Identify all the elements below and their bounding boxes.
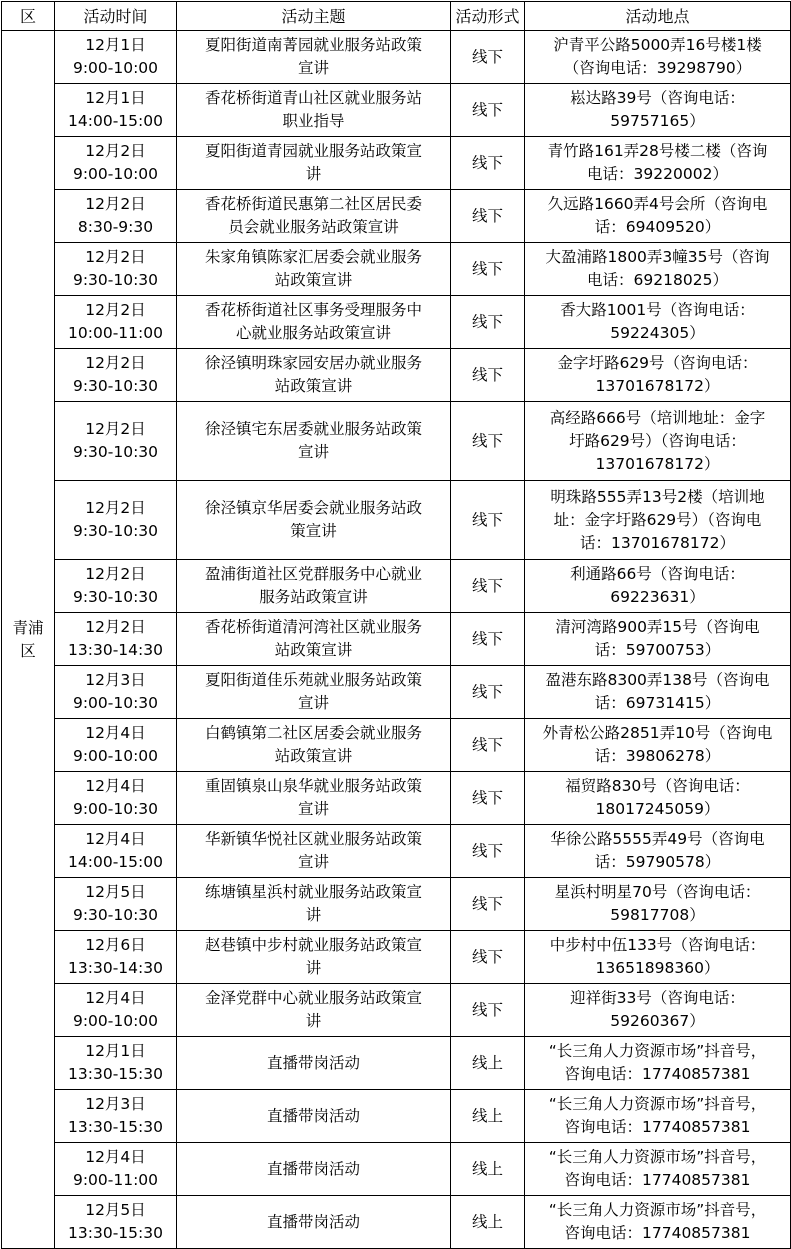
header-district: 区 — [2, 2, 55, 31]
activity-location-cell-line: 清河湾路900弄15号（咨询电 — [555, 618, 760, 636]
activity-topic-cell — [177, 931, 451, 984]
activity-topic-cell-line: 讲 — [305, 959, 322, 977]
activity-time-range: 9:00-10:30 — [72, 800, 159, 818]
activity-location-cell-line: 大盈浦路1800弄3幢35号（咨询 — [545, 248, 770, 266]
activity-location-cell — [525, 984, 791, 1037]
table-row — [2, 931, 791, 984]
activity-location-cell — [525, 243, 791, 296]
activity-location-cell — [525, 1196, 791, 1249]
activity-topic-cell-line: 香花桥街道青山社区就业服务站 — [204, 89, 422, 107]
activity-mode-cell: 线下 — [451, 719, 525, 772]
activity-location-cell — [525, 31, 791, 84]
activity-location-cell — [525, 1090, 791, 1143]
activity-topic-cell-line: 朱家角镇陈家汇居委会就业服务 — [204, 248, 422, 266]
activity-location-cell-line: “长三角人力资源市场”抖音号， — [548, 1042, 767, 1060]
activity-topic-cell-line: 站政策宣讲 — [274, 641, 353, 659]
activity-date: 12月2日 — [85, 248, 146, 266]
activity-mode-cell: 线下 — [451, 137, 525, 190]
activity-time-cell — [55, 772, 177, 825]
activity-time-cell — [55, 1196, 177, 1249]
activity-time-cell — [55, 31, 177, 84]
table-row — [2, 137, 791, 190]
activity-location-cell — [525, 772, 791, 825]
activity-date: 12月2日 — [85, 565, 146, 583]
activity-mode-cell: 线下 — [451, 984, 525, 1037]
table-row — [2, 878, 791, 931]
activity-date: 12月4日 — [85, 830, 146, 848]
activity-time-range: 13:30-15:30 — [68, 1065, 163, 1083]
activity-topic-cell-line: 香花桥街道社区事务受理服务中 — [204, 301, 422, 319]
activity-location-cell-line: 59817708） — [610, 906, 705, 924]
activity-time-cell — [55, 481, 177, 560]
activity-time-cell — [55, 719, 177, 772]
activity-mode-cell: 线上 — [451, 1037, 525, 1090]
activity-location-cell-line: 福贸路830号（咨询电话： — [565, 777, 750, 795]
activity-date: 12月6日 — [85, 936, 146, 954]
activity-time-cell — [55, 190, 177, 243]
activity-location-cell-line: 话：39806278） — [594, 747, 721, 765]
activity-location-cell-line: 利通路66号（咨询电话： — [570, 565, 745, 583]
activity-location-cell-line: 迎祥街33号（咨询电话： — [570, 989, 745, 1007]
table-row — [2, 1090, 791, 1143]
table-row — [2, 402, 791, 481]
activity-mode-cell: 线下 — [451, 481, 525, 560]
activity-topic-cell — [177, 613, 451, 666]
table-row — [2, 190, 791, 243]
header-activity-topic: 活动主题 — [177, 2, 451, 31]
district-name: 青浦区 — [12, 618, 44, 660]
activity-date: 12月4日 — [85, 989, 146, 1007]
activity-topic-cell-line: 策宣讲 — [290, 522, 337, 540]
activity-location-cell — [525, 931, 791, 984]
activity-topic-cell-line: 宣讲 — [297, 59, 329, 77]
activity-location-cell-line: “长三角人力资源市场”抖音号， — [548, 1201, 767, 1219]
activity-topic-cell — [177, 984, 451, 1037]
activity-time-range: 13:30-15:30 — [68, 1224, 163, 1242]
activity-topic-cell — [177, 349, 451, 402]
activity-location-cell-line: 电话：69218025） — [587, 271, 728, 289]
activity-location-cell-line: 18017245059） — [595, 800, 720, 818]
activity-mode-cell: 线下 — [451, 190, 525, 243]
activity-location-cell-line: 59224305） — [610, 324, 705, 342]
activity-topic-cell-line: 徐泾镇京华居委会就业服务站政 — [204, 499, 422, 517]
table-row — [2, 1143, 791, 1196]
activity-time-cell — [55, 825, 177, 878]
activity-topic-cell — [177, 84, 451, 137]
header-row — [2, 2, 791, 31]
activity-mode-cell: 线下 — [451, 349, 525, 402]
table-row — [2, 84, 791, 137]
activity-time-range: 10:00-11:00 — [68, 324, 163, 342]
activity-location-cell-line: 盈港东路8300弄138号（咨询电 — [545, 671, 770, 689]
activity-location-cell-line: 13701678172） — [595, 454, 720, 473]
activity-time-cell — [55, 296, 177, 349]
activity-topic-cell — [177, 560, 451, 613]
activity-date: 12月4日 — [85, 1148, 146, 1166]
activity-location-cell-line: 话：69409520） — [594, 218, 721, 236]
activity-time-cell — [55, 984, 177, 1037]
activity-location-cell-line: 咨询电话：17740857381 — [564, 1065, 751, 1083]
activity-location-cell-line: 址：金字圩路629号）（咨询电 — [553, 510, 762, 529]
activity-time-cell — [55, 402, 177, 481]
activity-topic-cell-line: 香花桥街道民惠第二社区居民委 — [204, 195, 422, 213]
activity-time-cell — [55, 349, 177, 402]
activity-topic-cell — [177, 772, 451, 825]
activity-mode-cell: 线下 — [451, 84, 525, 137]
activity-date: 12月5日 — [85, 883, 146, 901]
activity-location-cell-line: 13701678172） — [595, 377, 720, 395]
header-activity-location: 活动地点 — [525, 2, 791, 31]
activity-time-range: 9:00-10:00 — [72, 165, 159, 183]
activity-topic-cell-line: 宣讲 — [297, 800, 329, 818]
activity-date: 12月1日 — [85, 36, 146, 54]
activity-topic-cell-line: 直播带岗活动 — [266, 1053, 360, 1072]
activity-location-cell-line: 咨询电话：17740857381 — [564, 1118, 751, 1136]
activity-mode-cell: 线下 — [451, 243, 525, 296]
activity-topic-cell-line: 讲 — [305, 906, 322, 924]
activity-topic-cell — [177, 1196, 451, 1249]
activity-mode-cell: 线下 — [451, 402, 525, 481]
activity-time-range: 9:00-11:00 — [72, 1171, 159, 1189]
activity-topic-cell — [177, 481, 451, 560]
activity-mode-cell: 线下 — [451, 296, 525, 349]
activity-location-cell-line: 话：59700753） — [594, 641, 721, 659]
activity-location-cell-line: 沪青平公路5000弄16号楼1楼 — [553, 36, 762, 54]
activity-topic-cell — [177, 31, 451, 84]
activity-location-cell — [525, 481, 791, 560]
activity-mode-cell: 线下 — [451, 666, 525, 719]
table-row — [2, 560, 791, 613]
activity-topic-cell-line: 练塘镇星浜村就业服务站政策宣 — [204, 883, 422, 901]
activity-mode-cell: 线上 — [451, 1143, 525, 1196]
activity-topic-cell-line: 直播带岗活动 — [266, 1159, 360, 1178]
header-activity-time: 活动时间 — [55, 2, 177, 31]
activity-topic-cell — [177, 402, 451, 481]
table-row — [2, 1037, 791, 1090]
activity-topic-cell-line: 宣讲 — [297, 694, 329, 712]
activity-topic-cell-line: 重固镇泉山泉华就业服务站政策 — [204, 777, 422, 795]
table-row — [2, 296, 791, 349]
activity-location-cell-line: 咨询电话：17740857381 — [564, 1224, 751, 1242]
activity-time-cell — [55, 666, 177, 719]
activity-time-cell — [55, 931, 177, 984]
activity-topic-cell-line: 赵巷镇中步村就业服务站政策宣 — [204, 936, 422, 954]
activity-location-cell-line: “长三角人力资源市场”抖音号， — [548, 1095, 767, 1113]
activity-date: 12月2日 — [85, 420, 146, 438]
activity-time-cell — [55, 84, 177, 137]
activity-location-cell-line: 久远路1660弄4号会所（咨询电 — [547, 195, 768, 213]
activity-time-range: 14:00-15:00 — [68, 112, 163, 130]
activity-mode-cell: 线上 — [451, 1196, 525, 1249]
activity-topic-cell — [177, 1143, 451, 1196]
activity-location-cell — [525, 137, 791, 190]
activity-time-range: 9:30-10:30 — [72, 271, 159, 289]
activity-location-cell — [525, 1143, 791, 1196]
activity-location-cell — [525, 402, 791, 481]
activity-date: 12月2日 — [85, 301, 146, 319]
activity-time-range: 9:00-10:00 — [72, 747, 159, 765]
table-row — [2, 772, 791, 825]
header-activity-mode: 活动形式 — [451, 2, 525, 31]
activity-location-cell-line: 电话：39220002） — [587, 165, 728, 183]
activity-time-range: 9:30-10:30 — [72, 522, 159, 540]
activity-location-cell — [525, 296, 791, 349]
activity-time-range: 13:30-14:30 — [68, 959, 163, 977]
activity-location-cell-line: 话：13701678172） — [580, 533, 735, 552]
activity-location-cell-line: “长三角人力资源市场”抖音号， — [548, 1148, 767, 1166]
activity-topic-cell-line: 宣讲 — [297, 443, 329, 461]
activity-topic-cell-line: 讲 — [305, 165, 322, 183]
activity-time-cell — [55, 560, 177, 613]
activity-date: 12月1日 — [85, 89, 146, 107]
activity-location-cell-line: 59757165） — [610, 112, 705, 130]
activity-time-range: 8:30-9:30 — [77, 218, 154, 236]
activity-time-cell — [55, 137, 177, 190]
activity-location-cell-line: 69223631） — [610, 588, 705, 606]
activity-topic-cell-line: 金泽党群中心就业服务站政策宣 — [204, 989, 422, 1007]
activity-topic-cell — [177, 137, 451, 190]
activity-time-cell — [55, 243, 177, 296]
activity-topic-cell-line: 站政策宣讲 — [274, 747, 353, 765]
activity-mode-cell: 线下 — [451, 825, 525, 878]
activity-topic-cell-line: 心就业服务站政策宣讲 — [235, 324, 391, 342]
activity-time-range: 13:30-15:30 — [68, 1118, 163, 1136]
activity-time-cell — [55, 613, 177, 666]
activity-topic-cell — [177, 825, 451, 878]
activity-location-cell-line: 崧达路39号（咨询电话： — [570, 89, 745, 107]
activity-time-range: 13:30-14:30 — [68, 641, 163, 659]
activity-location-cell-line: 金字圩路629号（咨询电话： — [557, 354, 758, 372]
table-row — [2, 613, 791, 666]
activity-location-cell-line: 话：59790578） — [594, 853, 721, 871]
activity-topic-cell-line: 香花桥街道清河湾社区就业服务 — [204, 618, 422, 636]
schedule-body — [2, 31, 791, 1249]
activity-location-cell — [525, 84, 791, 137]
activity-location-cell-line: 星浜村明星70号（咨询电话： — [554, 883, 761, 901]
activity-topic-cell-line: 员会就业服务站政策宣讲 — [228, 218, 399, 236]
table-row — [2, 243, 791, 296]
activity-mode-cell: 线下 — [451, 31, 525, 84]
activity-mode-cell: 线下 — [451, 878, 525, 931]
activity-topic-cell — [177, 1090, 451, 1143]
district-cell — [2, 31, 55, 1249]
activity-location-cell-line: 咨询电话：17740857381 — [564, 1171, 751, 1189]
activity-topic-cell — [177, 878, 451, 931]
activity-time-range: 9:30-10:30 — [72, 443, 159, 461]
activity-time-range: 9:00-10:00 — [72, 59, 159, 77]
activity-time-range: 9:00-10:30 — [72, 694, 159, 712]
activity-topic-cell-line: 夏阳街道南菁园就业服务站政策 — [204, 36, 422, 54]
activity-topic-cell-line: 白鹤镇第二社区居委会就业服务 — [204, 724, 422, 742]
activity-location-cell-line: 13651898360） — [595, 959, 720, 977]
table-row — [2, 984, 791, 1037]
activity-date: 12月4日 — [85, 724, 146, 742]
activity-location-cell-line: 中步村中伍133号（咨询电话： — [549, 936, 766, 954]
activity-time-cell — [55, 1037, 177, 1090]
activity-location-cell-line: 圩路629号）（咨询电话： — [569, 431, 746, 450]
activity-topic-cell-line: 盈浦街道社区党群服务中心就业 — [204, 565, 422, 583]
activity-location-cell — [525, 190, 791, 243]
activity-location-cell — [525, 719, 791, 772]
activity-location-cell-line: 59260367） — [610, 1012, 705, 1030]
activity-location-cell — [525, 878, 791, 931]
activity-date: 12月2日 — [85, 618, 146, 636]
activity-location-cell — [525, 560, 791, 613]
activity-location-cell-line: 华徐公路5555弄49号（咨询电 — [550, 830, 765, 848]
activity-topic-cell-line: 站政策宣讲 — [274, 377, 353, 395]
activity-mode-cell: 线下 — [451, 772, 525, 825]
activity-topic-cell-line: 讲 — [305, 1012, 322, 1030]
activity-mode-cell: 线下 — [451, 931, 525, 984]
activity-location-cell-line: 话：69731415） — [594, 694, 721, 712]
activity-topic-cell — [177, 243, 451, 296]
table-row — [2, 666, 791, 719]
activity-location-cell-line: （咨询电话：39298790） — [563, 59, 752, 77]
activity-topic-cell — [177, 719, 451, 772]
activity-topic-cell-line: 徐泾镇宅东居委就业服务站政策 — [204, 420, 422, 438]
activity-topic-cell-line: 徐泾镇明珠家园安居办就业服务 — [204, 354, 422, 372]
activity-time-cell — [55, 878, 177, 931]
activity-topic-cell-line: 服务站政策宣讲 — [259, 588, 368, 606]
activity-topic-cell — [177, 1037, 451, 1090]
activity-time-range: 14:00-15:00 — [68, 853, 163, 871]
activity-location-cell — [525, 1037, 791, 1090]
activity-time-cell — [55, 1143, 177, 1196]
activity-topic-cell — [177, 666, 451, 719]
activity-location-cell-line: 青竹路161弄28号楼二楼（咨询 — [547, 142, 768, 160]
activity-time-cell — [55, 1090, 177, 1143]
table-row — [2, 481, 791, 560]
activity-mode-cell: 线上 — [451, 1090, 525, 1143]
activity-topic-cell-line: 站政策宣讲 — [274, 271, 353, 289]
activity-topic-cell-line: 夏阳街道佳乐苑就业服务站政策 — [204, 671, 422, 689]
activity-topic-cell-line: 职业指导 — [282, 112, 345, 130]
activity-location-cell — [525, 825, 791, 878]
activity-date: 12月2日 — [85, 354, 146, 372]
activity-location-cell-line: 香大路1001号（咨询电话： — [560, 301, 755, 319]
activity-topic-cell-line: 直播带岗活动 — [266, 1106, 360, 1125]
activity-mode-cell: 线下 — [451, 613, 525, 666]
activity-time-range: 9:30-10:30 — [72, 906, 159, 924]
table-row — [2, 31, 791, 84]
activity-mode-cell: 线下 — [451, 560, 525, 613]
activity-time-range: 9:00-10:00 — [72, 1012, 159, 1030]
activity-topic-cell-line: 华新镇华悦社区就业服务站政策 — [204, 830, 422, 848]
activity-topic-cell-line: 直播带岗活动 — [266, 1212, 360, 1231]
activity-date: 12月5日 — [85, 1201, 146, 1219]
activity-schedule-table — [1, 1, 791, 1249]
activity-date: 12月1日 — [85, 1042, 146, 1060]
activity-topic-cell-line: 夏阳街道青园就业服务站政策宣 — [204, 142, 422, 160]
activity-location-cell — [525, 349, 791, 402]
activity-time-range: 9:30-10:30 — [72, 588, 159, 606]
activity-location-cell-line: 外青松公路2851弄10号（咨询电 — [542, 724, 773, 742]
activity-date: 12月2日 — [85, 142, 146, 160]
activity-topic-cell — [177, 296, 451, 349]
activity-date: 12月2日 — [85, 499, 146, 517]
activity-topic-cell — [177, 190, 451, 243]
activity-location-cell — [525, 613, 791, 666]
table-row — [2, 825, 791, 878]
activity-location-cell — [525, 666, 791, 719]
table-row — [2, 1196, 791, 1249]
table-row — [2, 349, 791, 402]
activity-time-range: 9:30-10:30 — [72, 377, 159, 395]
activity-date: 12月3日 — [85, 1095, 146, 1113]
activity-date: 12月4日 — [85, 777, 146, 795]
activity-topic-cell-line: 宣讲 — [297, 853, 329, 871]
activity-location-cell-line: 明珠路555弄13号2楼（培训地 — [550, 487, 765, 506]
table-row — [2, 719, 791, 772]
activity-date: 12月3日 — [85, 671, 146, 689]
activity-location-cell-line: 高经路666号（培训地址：金字 — [549, 408, 766, 427]
activity-date: 12月2日 — [85, 195, 146, 213]
